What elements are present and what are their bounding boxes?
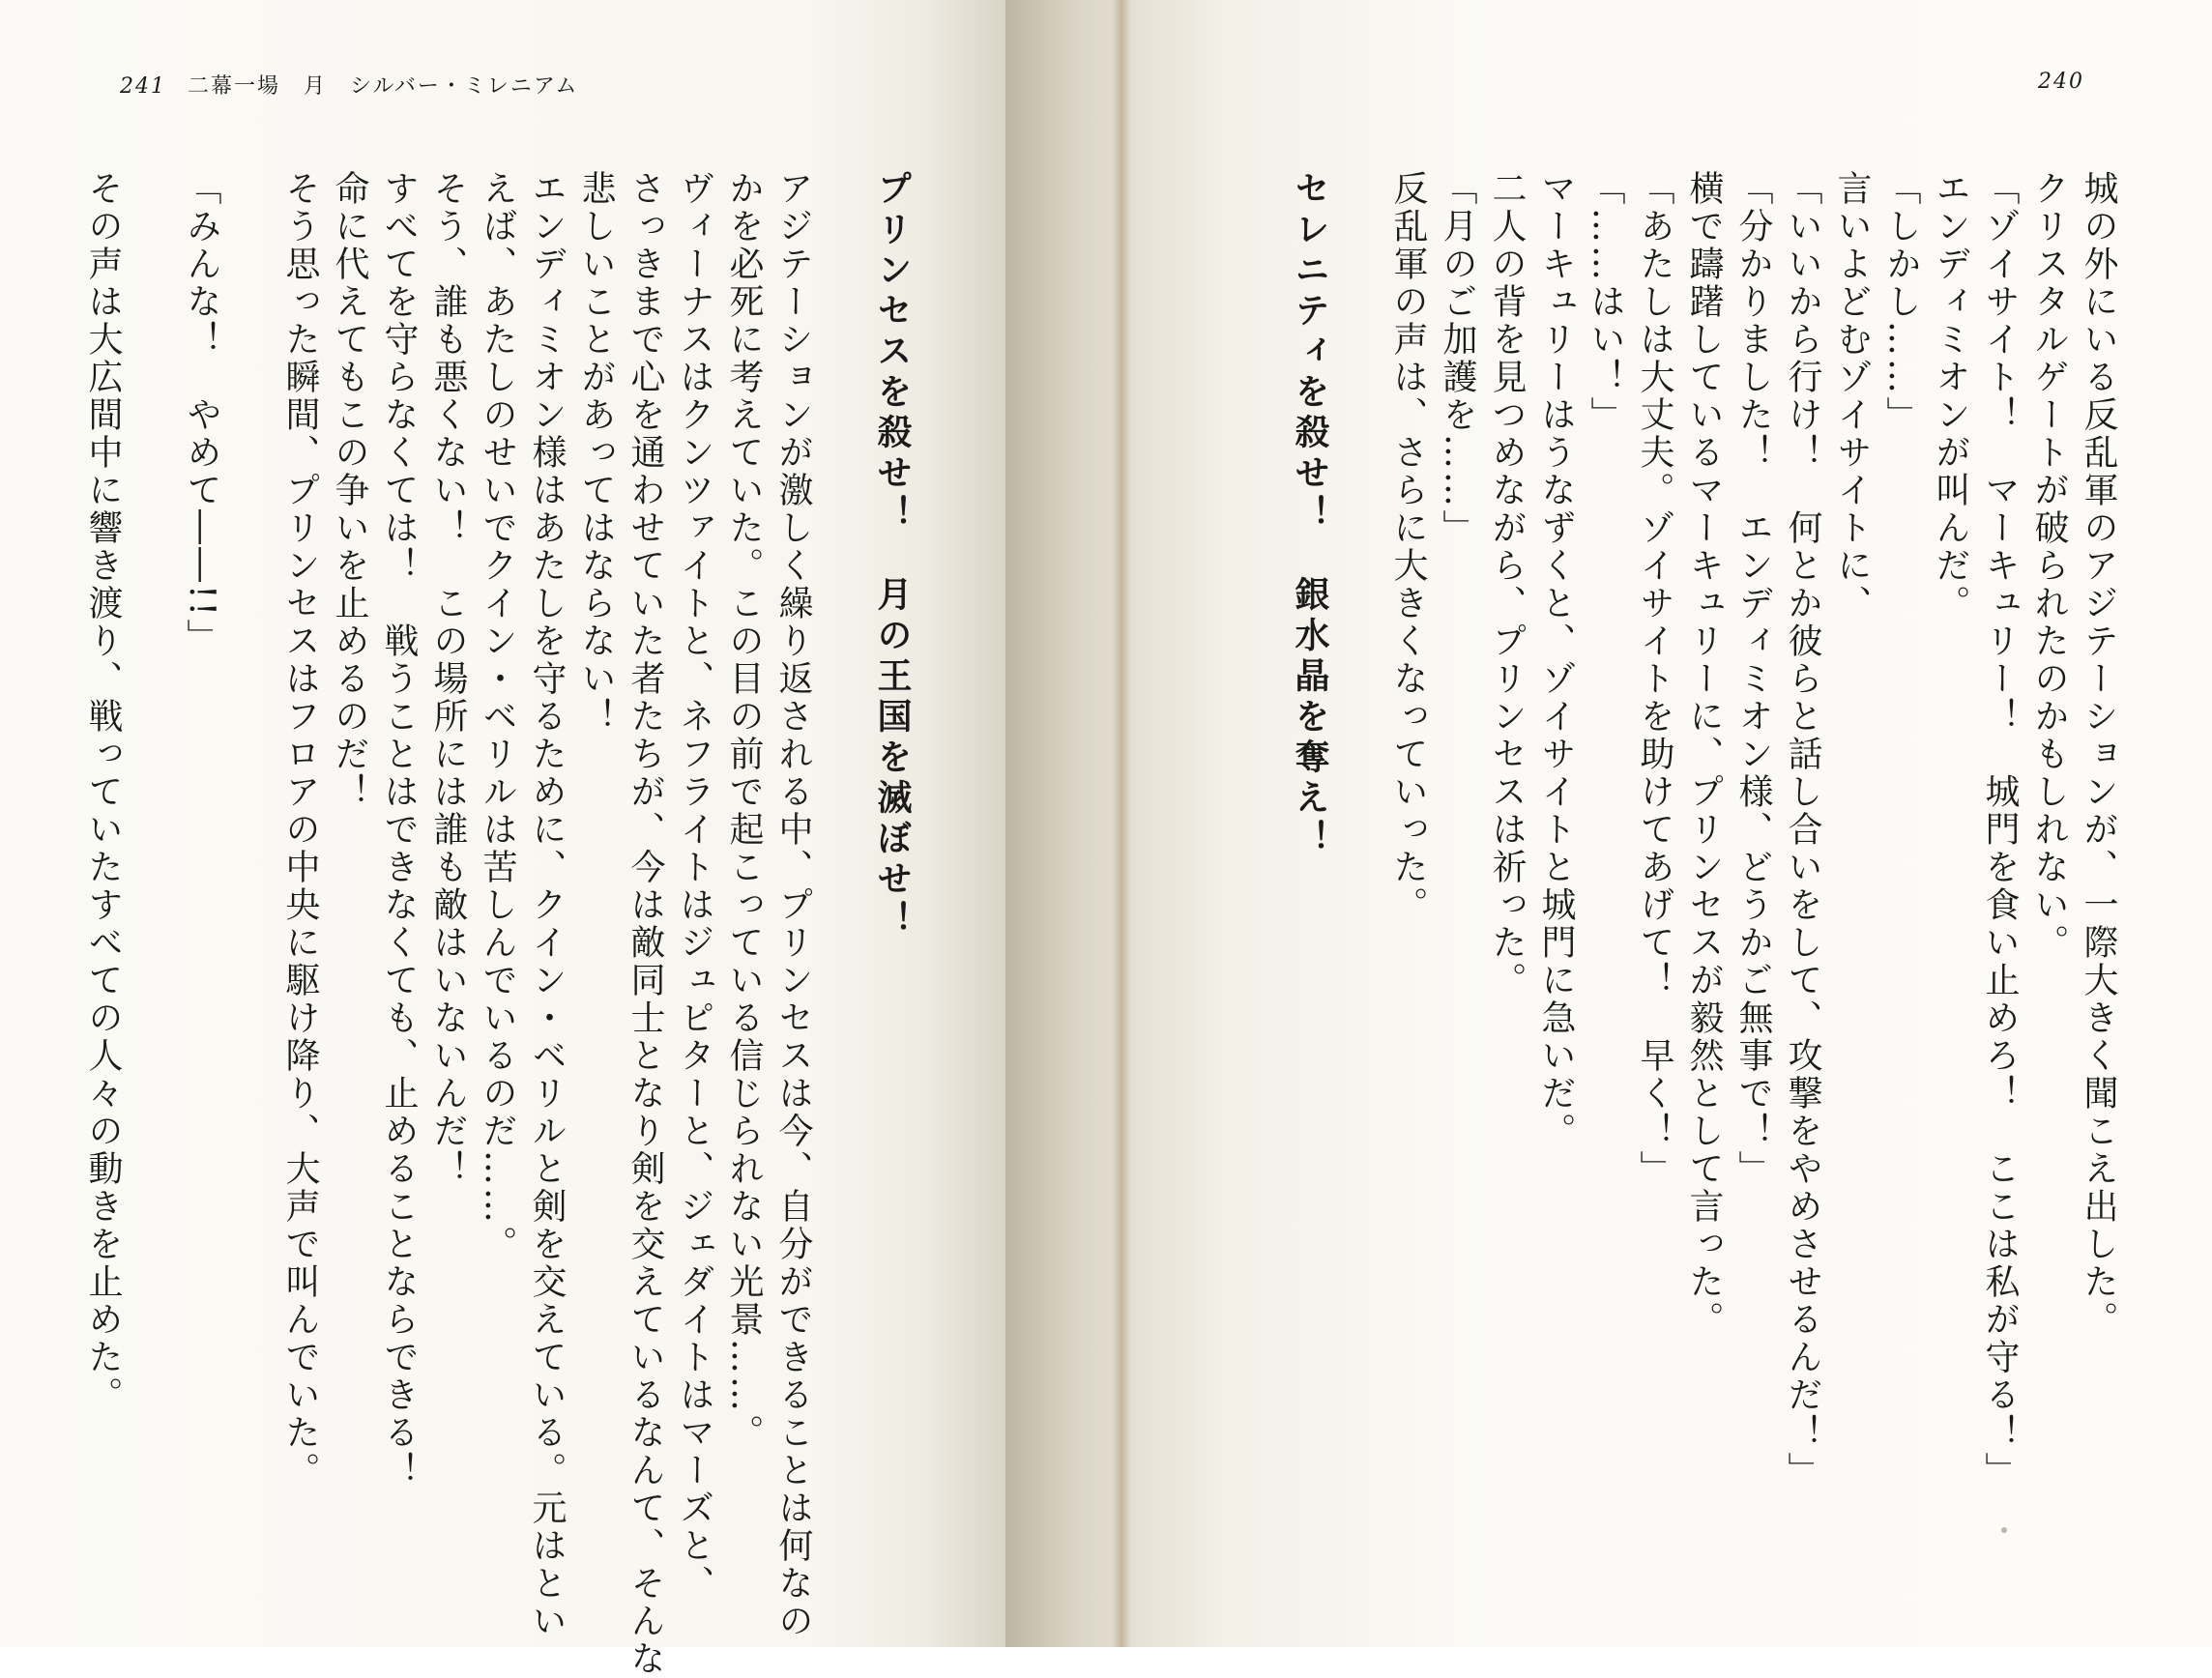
paper-speck xyxy=(2001,1527,2007,1533)
blank-line xyxy=(1334,170,1383,1601)
text-line: 二人の背を見つめながら、プリンセスは祈った。 xyxy=(1487,170,1527,999)
text-line: 「いいから行け！ 何とか彼らと話し合いをして、攻撃をやめさせるんだ！」 xyxy=(1783,170,1822,1490)
text-line: さっきまで心を通わせていた者たちが、今は敵同士となり剣を交えているなんて、そんな xyxy=(626,170,665,1678)
blank-line xyxy=(128,170,177,1601)
text-line: すべてを守らなくては！ 戦うことはできなくても、止めることならできる！ xyxy=(379,170,419,1490)
text-line: そう思った瞬間、プリンセスはフロアの中央に駆け降り、大声で叫んでいた。 xyxy=(280,170,320,1490)
text-line: そう、誰も悪くない！ この場所には誰も敵はいないんだ！ xyxy=(428,170,468,1188)
text-line: 反乱軍の声は、さらに大きくなっていった。 xyxy=(1388,170,1428,924)
text-line: 城の外にいる反乱軍のアジテーションが、一際大きく聞こえ出した。 xyxy=(2079,170,2118,1339)
text-line: エンディミオンが叫んだ。 xyxy=(1931,170,1970,622)
text-line: 横で躊躇しているマーキュリーに、プリンセスが毅然として言った。 xyxy=(1684,170,1724,1339)
text-line: 「分かりました！ エンディミオン様、どうかご無事で！」 xyxy=(1733,170,1773,1188)
right-page-header xyxy=(2038,70,2106,94)
text-line: 悲しいことがあってはならない！ xyxy=(576,170,616,736)
running-head: 二幕一場 月 シルバー・ミレニアム xyxy=(188,74,579,99)
text-line: 「月のご加護を……」 xyxy=(1438,170,1477,547)
text-line: クリスタルゲートが破られたのかもしれない。 xyxy=(2029,170,2069,962)
left-page-header xyxy=(120,70,578,100)
left-page-number: 241 xyxy=(120,74,166,99)
text-line: 言いよどむゾイサイトに、 xyxy=(1832,170,1872,622)
text-line: 「あたしは大丈夫。ゾイサイトを助けてあげて！ 早く！」 xyxy=(1635,170,1674,1188)
text-line: 「ゾイサイト！ マーキュリー！ 城門を食い止めろ！ ここは私が守る！」 xyxy=(1980,170,2020,1490)
text-line: 「しかし……」 xyxy=(1881,170,1921,434)
text-line: エンディミオン様はあたしを守るために、クイン・ベリルと剣を交えている。元はとい xyxy=(527,170,567,1640)
text-line: その声は大広間中に響き渡り、戦っていたすべての人々の動きを止めた。 xyxy=(83,170,123,1414)
text-line: アジテーションが激しく繰り返される中、プリンセスは今、自分ができることは何なの xyxy=(773,170,813,1640)
blank-line xyxy=(226,170,276,1601)
left-page-text xyxy=(83,170,917,1678)
right-page-number: 240 xyxy=(2038,70,2084,94)
section-heading: プリンセスを殺せ！ 月の王国を滅ぼせ！ xyxy=(872,170,912,941)
text-line: マーキュリーはうなずくと、ゾイサイトと城門に急いだ。 xyxy=(1536,170,1576,1150)
section-heading: セレニティを殺せ！ 銀水晶を奪え！ xyxy=(1290,170,1329,860)
right-page-text xyxy=(1290,170,2123,1601)
blank-line xyxy=(818,170,867,1601)
text-line: 「……はい！」 xyxy=(1586,170,1625,434)
book-gutter xyxy=(1112,0,1131,1647)
text-line: ヴィーナスはクンツァイトと、ネフライトはジュピターと、ジェダイトはマーズと、 xyxy=(675,170,714,1603)
text-line: かを必死に考えていた。この目の前で起こっている信じられない光景……。 xyxy=(724,170,764,1452)
text-line: 「みんな！ やめて――!!」 xyxy=(182,170,221,656)
text-line: 命に代えてもこの争いを止めるのだ！ xyxy=(330,170,369,811)
text-line: えば、あたしのせいでクイン・ベリルは苦しんでいるのだ……。 xyxy=(478,170,517,1263)
